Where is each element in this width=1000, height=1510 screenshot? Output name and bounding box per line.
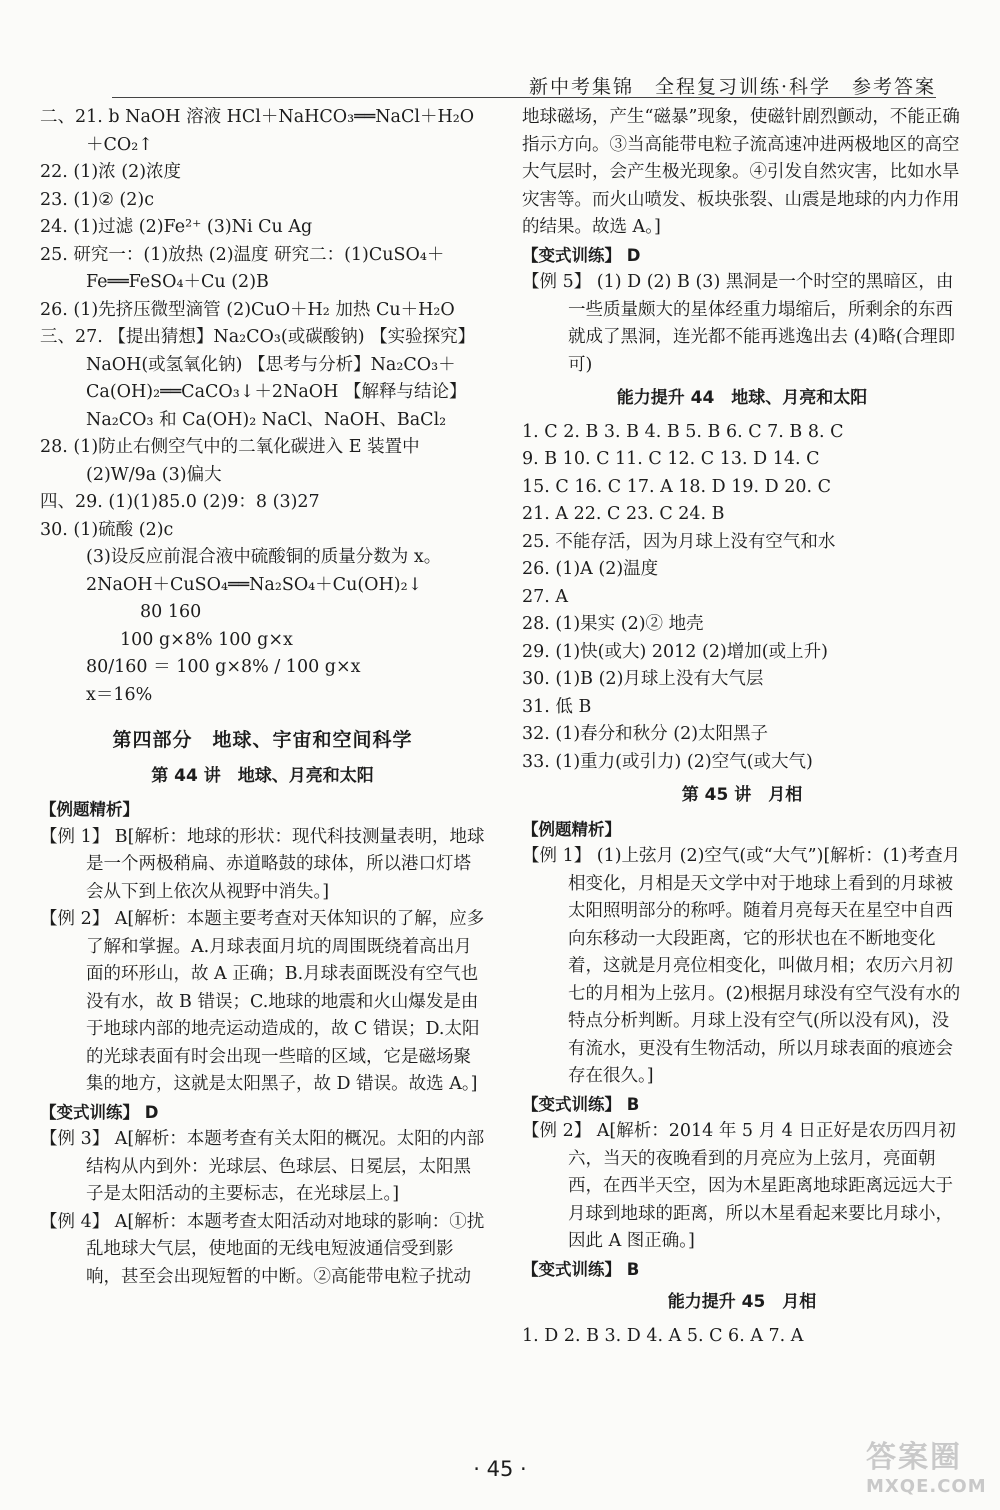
answer-row: 21. A 22. C 23. C 24. B <box>522 504 725 524</box>
answer-row: 15. C 16. C 17. A 18. D 19. D 20. C <box>522 476 832 497</box>
calc-line: 80 160 <box>140 602 202 622</box>
answer-item: 二、21. b NaOH 溶液 HCl＋NaHCO₃══NaCl＋H₂O＋CO₂↑ <box>40 107 475 155</box>
answer-row: 9. B 10. C 11. C 12. C 13. D 14. C <box>522 449 820 469</box>
variant-item: 【变式训练】 B <box>522 1094 640 1114</box>
example-item: 【例 2】 A[解析：2014 年 5 月 4 日正好是农历四月初六，当天的夜晚看到的月亮应为上弦月，亮面朝西，在西半天空，因为木星距离地球距离远远大于月球到地球的距离，所以木星看起来要比月球小，因此 A 图正确。] <box>522 1121 956 1251</box>
answer-item: 26. (1)先挤压微型滴管 (2)CuO＋H₂ 加热 Cu＋H₂O <box>40 299 455 320</box>
answer-item: 30. (1)B (2)月球上没有大气层 <box>522 669 764 689</box>
variant-item: 【变式训练】 D <box>40 1102 159 1122</box>
answer-item: 28. (1)果实 (2)② 地壳 <box>522 614 704 634</box>
calc-line: 80/160 ＝ 100 g×8% / 100 g×x <box>86 657 361 677</box>
lesson-title: 第 44 讲 地球、月亮和太阳 <box>151 765 374 786</box>
answer-item: 23. (1)② (2)c <box>40 189 155 210</box>
watermark-logo <box>866 1432 986 1502</box>
example-continuation: 地球磁场，产生“磁暴”现象，使磁针剧烈颤动，不能正确指示方向。③当高能带电粒子流高速冲进两极地区的高空大气层时，会产生极光现象。④引发自然灾害，比如水旱灾害等。而火山喷发、板块张裂、山震是地球的内力作用的结果。故选 A。] <box>522 107 960 237</box>
watermark-url: MXQE.COM <box>866 1476 987 1497</box>
example-item: 【例 1】 B[解析：地球的形状：现代科技测量表明，地球是一个两极稍扁、赤道略鼓的球体，所以港口灯塔会从下到上依次从视野中消失。] <box>40 826 485 902</box>
answer-item: 33. (1)重力(或引力) (2)空气(或大气) <box>522 751 813 772</box>
answer-item: 22. (1)浓 (2)浓度 <box>40 162 182 182</box>
page-number: · 45 · <box>473 1457 527 1481</box>
header-rule <box>112 97 936 98</box>
calc-line: 2NaOH＋CuSO₄══Na₂SO₄＋Cu(OH)₂↓ <box>86 574 423 595</box>
answer-item: 27. A <box>522 586 569 607</box>
section-label: 【例题精析】 <box>40 800 139 819</box>
example-item: 【例 3】 A[解析：本题考查有关太阳的概况。太阳的内部结构从内到外：光球层、色球层、日冕层，太阳黑子是太阳活动的主要标志，在光球层上。] <box>40 1129 485 1204</box>
answer-item: 25. 不能存活，因为月球上没有空气和水 <box>522 531 836 552</box>
left-column <box>40 104 485 1291</box>
answer-item: 26. (1)A (2)温度 <box>522 559 659 579</box>
section-label: 【例题精析】 <box>522 819 621 839</box>
answer-item: 四、29. (1)(1)85.0 (2)9：8 (3)27 <box>40 492 320 512</box>
variant-item: 【变式训练】 B <box>522 1259 640 1279</box>
variant-item: 【变式训练】 D <box>522 245 641 265</box>
exercise-title: 能力提升 45 月相 <box>667 1292 817 1312</box>
example-item: 【例 2】 A[解析：本题主要考查对天体知识的了解，应多了解和掌握。A.月球表面月坑的周围既绕着高出月面的环形山，故 A 正确；B.月球表面既没有空气也没有水，故 B 错误；C.地球的地震和火山爆发是由于地球内部的地壳运动造成的，故 C 错误；D.太阳的光球表面有时会出现一些暗的区域，它是磁场聚集的地方，这就是太阳黑子，故 D 错误。故选 A。] <box>40 909 485 1094</box>
answer-item: 三、27. 【提出猜想】Na₂CO₃(或碳酸钠) 【实验探究】NaOH(或氢氧化钠) 【思考与分析】Na₂CO₃＋Ca(OH)₂══CaCO₃↓＋2NaOH 【解释与结论】Na₂CO₃ 和 Ca(OH)₂ NaCl、NaOH、BaCl₂ <box>40 327 476 430</box>
calc-line: x＝16% <box>86 684 153 705</box>
answer-item: 29. (1)快(或大) 2012 (2)增加(或上升) <box>522 641 828 662</box>
part-title: 第四部分 地球、宇宙和空间科学 <box>112 729 413 751</box>
answer-item: 28. (1)防止右侧空气中的二氧化碳进入 E 装置中 <box>40 437 420 457</box>
example-item: 【例 1】 (1)上弦月 (2)空气(或“大气”)[解析：(1)考查月相变化，月相是天文学中对于地球上看到的月球被太阳照明部分的称呼。随着月亮每天在星空中自西向东移动一大段距离，它的形状也在不断地变化着，这就是月亮位相变化，叫做月相；农历六月初七的月相为上弦月。(2)根据月球没有空气没有水的特点分析判断。月球上没有空气(所以没有风)，没有流水，更没有生物活动，所以月球表面的痕迹会存在很久。] <box>522 846 961 1086</box>
example-item: 【例 4】 A[解析：本题考查太阳活动对地球的影响：①扰乱地球大气层，使地面的无线电短波通信受到影响，甚至会出现短暂的中断。②高能带电粒子扰动 <box>40 1211 485 1287</box>
right-column <box>522 104 962 1350</box>
exercise-title: 能力提升 44 地球、月亮和太阳 <box>616 388 868 408</box>
answer-item: 30. (1)硫酸 (2)c <box>40 519 174 540</box>
lesson-title: 第 45 讲 月相 <box>681 785 803 805</box>
example-item: 【例 5】 (1) D (2) B (3) 黑洞是一个时空的黑暗区，由一些质量颇大的星体经重力塌缩后，所剩余的东西就成了黑洞，连光都不能再逃逸出去 (4)略(合理即可) <box>522 272 956 375</box>
answer-item: 25. 研究一：(1)放热 (2)温度 研究二：(1)CuSO₄＋Fe══FeSO₄＋Cu (2)B <box>40 244 445 292</box>
header-title: 新中考集锦 全程复习训练·科学 参考答案 <box>528 76 936 98</box>
answer-item: 31. 低 B <box>522 696 592 717</box>
page-header <box>0 0 1000 100</box>
calc-line: (3)设反应前混合液中硫酸铜的质量分数为 x。 <box>86 547 442 567</box>
answer-row: 1. C 2. B 3. B 4. B 5. B 6. C 7. B 8. C <box>522 421 844 442</box>
answer-item: (2)W/9a (3)偏大 <box>86 464 222 485</box>
calc-line: 100 g×8% 100 g×x <box>120 629 293 650</box>
answer-item: 24. (1)过滤 (2)Fe²⁺ (3)Ni Cu Ag <box>40 217 313 237</box>
answer-row: 1. D 2. B 3. D 4. A 5. C 6. A 7. A <box>522 1325 804 1346</box>
watermark-text: 答案圈 <box>866 1440 962 1475</box>
answer-item: 32. (1)春分和秋分 (2)太阳黑子 <box>522 724 769 744</box>
